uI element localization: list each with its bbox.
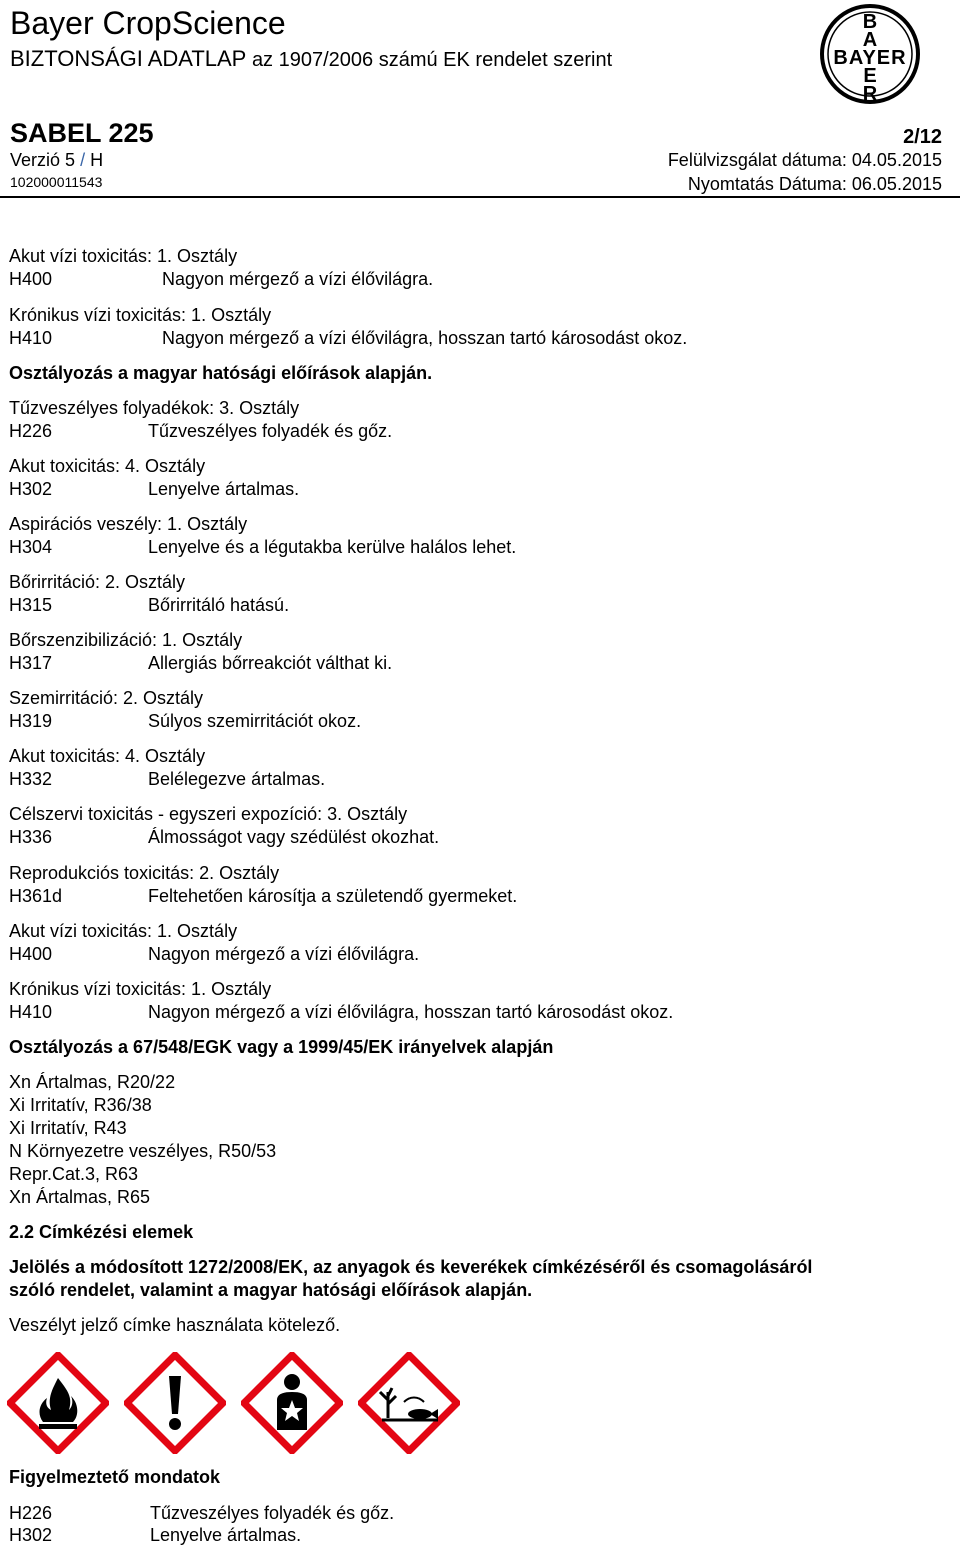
hazard-text: Nagyon mérgező a vízi élővilágra. [148, 944, 420, 964]
classification-line: Aspirációs veszély: 1. Osztály [9, 514, 248, 534]
version-label: Verzió [10, 150, 61, 170]
hazard-text: Súlyos szemirritációt okoz. [148, 711, 362, 731]
classification-line: Bőrirritáció: 2. Osztály [9, 572, 186, 592]
hazard-text: Nagyon mérgező a vízi élővilágra. [162, 269, 434, 289]
hazard-code: H410 [9, 328, 53, 348]
exclamation-pictogram [124, 1352, 226, 1454]
hazard-text: Belélegezve ártalmas. [148, 769, 326, 789]
hazard-code: H332 [9, 769, 53, 789]
bayer-logo [818, 2, 922, 106]
document-title [10, 46, 612, 72]
hazard-code: H226 [9, 421, 53, 441]
label-description-line-2: szóló rendelet, valamint a magyar hatósági előírások alapján. [9, 1280, 533, 1300]
classification-line: Akut toxicitás: 4. Osztály [9, 746, 206, 766]
doc-title-text: BIZTONSÁGI ADATLAP [10, 46, 247, 71]
hazard-text: Lenyelve ártalmas. [148, 479, 300, 499]
hazard-code: H336 [9, 827, 53, 847]
print-date: Nyomtatás Dátuma: 06.05.2015 [687, 174, 942, 194]
classification-line: Krónikus vízi toxicitás: 1. Osztály [9, 305, 272, 325]
directive-line: N Környezetre veszélyes, R50/53 [9, 1141, 277, 1161]
header-divider [0, 196, 960, 198]
hazard-code: H315 [9, 595, 53, 615]
classification-line: Reprodukciós toxicitás: 2. Osztály [9, 863, 280, 883]
hazard-text: Álmosságot vagy szédülést okozhat. [148, 827, 440, 847]
svg-text:A: A [862, 29, 878, 51]
company-name: Bayer CropScience [10, 5, 286, 41]
svg-text:R: R [862, 83, 878, 105]
version-separator: / [80, 150, 86, 170]
section-heading-hu: Osztályozás a magyar hatósági előírások alapján. [9, 363, 433, 383]
hazard-text: Nagyon mérgező a vízi élővilágra, hosszan tartó károsodást okoz. [148, 1002, 674, 1022]
directive-line: Xi Irritatív, R43 [9, 1118, 127, 1138]
classification-line: Szemirritáció: 2. Osztály [9, 688, 204, 708]
classification-line: Krónikus vízi toxicitás: 1. Osztály [9, 979, 272, 999]
hazard-text: Bőrirritáló hatású. [148, 595, 290, 615]
page-number: 2/12 [903, 126, 942, 148]
flame-pictogram [7, 1352, 109, 1454]
hazard-code: H302 [9, 479, 53, 499]
warning-text: Lenyelve ártalmas. [150, 1525, 302, 1545]
mandatory-label-text: Veszélyt jelző címke használata kötelező. [9, 1315, 341, 1335]
revision-date: Felülvizsgálat dátuma: 04.05.2015 [667, 150, 942, 170]
warning-code: H302 [9, 1525, 53, 1545]
health-hazard-pictogram [241, 1352, 343, 1454]
hazard-code: H317 [9, 653, 53, 673]
classification-line: Célszervi toxicitás - egyszeri expozíció: 3. Osztály [9, 804, 408, 824]
hazard-code: H319 [9, 711, 53, 731]
hazard-text: Tűzveszélyes folyadék és gőz. [148, 421, 393, 441]
section-heading-directive: Osztályozás a 67/548/EGK vagy a 1999/45/EK irányelvek alapján [9, 1037, 554, 1057]
version-info [10, 150, 103, 171]
section-heading-label: 2.2 Címkézési elemek [9, 1222, 194, 1242]
version-letter: H [90, 150, 104, 170]
hazard-text: Lenyelve és a légutakba kerülve halálos lehet. [148, 537, 517, 557]
svg-text:BAYER: BAYER [833, 47, 907, 69]
warning-text: Tűzveszélyes folyadék és gőz. [150, 1503, 395, 1523]
classification-line: Tűzveszélyes folyadékok: 3. Osztály [9, 398, 300, 418]
hazard-text: Feltehetően károsítja a születendő gyermeket. [148, 886, 518, 906]
document-number: 102000011543 [10, 174, 103, 190]
regulation-text: az 1907/2006 számú EK rendelet szerint [251, 49, 613, 71]
hazard-code: H400 [9, 944, 53, 964]
directive-line: Xn Ártalmas, R65 [9, 1187, 151, 1207]
classification-line: Akut vízi toxicitás: 1. Osztály [9, 921, 238, 941]
svg-text:E: E [863, 65, 877, 87]
hazard-text: Allergiás bőrreakciót válthat ki. [148, 653, 393, 673]
directive-line: Repr.Cat.3, R63 [9, 1164, 139, 1184]
label-description-line-1: Jelölés a módosított 1272/2008/EK, az anyagok és keverékek címkézéséről és csomagolásáról [9, 1257, 813, 1277]
svg-text:B: B [862, 11, 878, 33]
classification-line: Akut toxicitás: 4. Osztály [9, 456, 206, 476]
hazard-text: Nagyon mérgező a vízi élővilágra, hosszan tartó károsodást okoz. [162, 328, 688, 348]
product-name: SABEL 225 [10, 118, 154, 148]
environment-pictogram [358, 1352, 460, 1454]
hazard-code: H361d [9, 886, 63, 906]
hazard-code: H304 [9, 537, 53, 557]
classification-line: Akut vízi toxicitás: 1. Osztály [9, 246, 238, 266]
warning-code: H226 [9, 1503, 53, 1523]
hazard-code: H400 [9, 269, 53, 289]
directive-line: Xn Ártalmas, R20/22 [9, 1072, 176, 1092]
directive-line: Xi Irritatív, R36/38 [9, 1095, 152, 1115]
section-heading-warnings: Figyelmeztető mondatok [9, 1467, 221, 1487]
hazard-code: H410 [9, 1002, 53, 1022]
classification-line: Bőrszenzibilizáció: 1. Osztály [9, 630, 243, 650]
version-number: 5 [65, 150, 76, 170]
